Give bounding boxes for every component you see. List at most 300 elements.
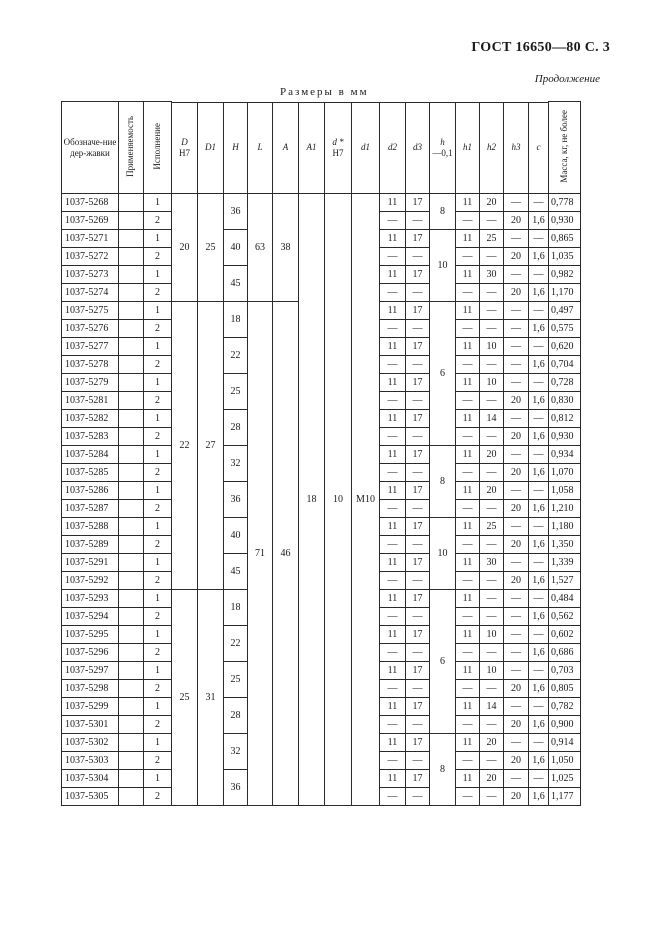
cell-code: 1037-5277 bbox=[62, 338, 119, 356]
cell-h1: 11 bbox=[456, 266, 480, 284]
header-code-label: Обозначе-ние дер-жавки bbox=[63, 136, 117, 158]
cell-mass: 1,339 bbox=[549, 554, 581, 572]
cell-a1: 18 bbox=[299, 194, 325, 806]
cell-variant: 1 bbox=[144, 698, 172, 716]
cell-h: 8 bbox=[430, 446, 456, 518]
cell-d3: — bbox=[406, 320, 430, 338]
cell-h2: 10 bbox=[480, 374, 504, 392]
cell-variant: 2 bbox=[144, 500, 172, 518]
cell-c: 1,6 bbox=[529, 248, 549, 266]
cell-h1: 11 bbox=[456, 482, 480, 500]
header-A bbox=[273, 102, 299, 194]
cell-use bbox=[119, 752, 144, 770]
cell-code: 1037-5285 bbox=[62, 464, 119, 482]
cell-h2: — bbox=[480, 680, 504, 698]
cell-d3: 17 bbox=[406, 194, 430, 212]
cell-mass: 0,805 bbox=[549, 680, 581, 698]
header-h-label: h bbox=[440, 136, 445, 147]
header-mass bbox=[549, 102, 581, 194]
cell-variant: 1 bbox=[144, 626, 172, 644]
cell-mass: 1,035 bbox=[549, 248, 581, 266]
header-A1 bbox=[299, 102, 325, 194]
cell-d3: — bbox=[406, 644, 430, 662]
cell-h: 40 bbox=[224, 518, 248, 554]
cell-d3: 17 bbox=[406, 734, 430, 752]
cell-mass: 0,778 bbox=[549, 194, 581, 212]
cell-h3: — bbox=[504, 446, 529, 464]
cell-d3: — bbox=[406, 680, 430, 698]
cell-variant: 2 bbox=[144, 464, 172, 482]
cell-d2: — bbox=[380, 212, 406, 230]
cell-h1: — bbox=[456, 284, 480, 302]
cell-use bbox=[119, 590, 144, 608]
cell-h1: — bbox=[456, 320, 480, 338]
cell-h1: — bbox=[456, 572, 480, 590]
cell-h3: 20 bbox=[504, 572, 529, 590]
cell-h1: — bbox=[456, 644, 480, 662]
cell-d2: 11 bbox=[380, 194, 406, 212]
cell-code: 1037-5278 bbox=[62, 356, 119, 374]
cell-use bbox=[119, 284, 144, 302]
cell-code: 1037-5289 bbox=[62, 536, 119, 554]
cell-h2: 20 bbox=[480, 734, 504, 752]
cell-h: 18 bbox=[224, 302, 248, 338]
cell-h2: — bbox=[480, 302, 504, 320]
cell-c: — bbox=[529, 482, 549, 500]
cell-h2: — bbox=[480, 788, 504, 806]
cell-d2: 11 bbox=[380, 266, 406, 284]
cell-c: 1,6 bbox=[529, 572, 549, 590]
cell-a: 38 bbox=[273, 194, 299, 302]
cell-h3: — bbox=[504, 338, 529, 356]
cell-d2: — bbox=[380, 680, 406, 698]
cell-h3: 20 bbox=[504, 716, 529, 734]
cell-d3: — bbox=[406, 788, 430, 806]
cell-use bbox=[119, 410, 144, 428]
cell-d3: — bbox=[406, 716, 430, 734]
cell-h: 45 bbox=[224, 266, 248, 302]
cell-variant: 1 bbox=[144, 266, 172, 284]
cell-h2: — bbox=[480, 248, 504, 266]
cell-h3: 20 bbox=[504, 464, 529, 482]
cell-h1: 11 bbox=[456, 194, 480, 212]
header-d3 bbox=[406, 102, 430, 194]
cell-use bbox=[119, 698, 144, 716]
cell-h2: 20 bbox=[480, 194, 504, 212]
cell-use bbox=[119, 482, 144, 500]
cell-h: 28 bbox=[224, 698, 248, 734]
cell-d2: — bbox=[380, 788, 406, 806]
cell-d3: — bbox=[406, 500, 430, 518]
cell-code: 1037-5284 bbox=[62, 446, 119, 464]
cell-h1: 11 bbox=[456, 374, 480, 392]
cell-use bbox=[119, 392, 144, 410]
cell-d3: — bbox=[406, 536, 430, 554]
cell-code: 1037-5297 bbox=[62, 662, 119, 680]
cell-d2: 11 bbox=[380, 374, 406, 392]
cell-h1: — bbox=[456, 248, 480, 266]
cell-code: 1037-5276 bbox=[62, 320, 119, 338]
cell-mass: 0,575 bbox=[549, 320, 581, 338]
cell-code: 1037-5302 bbox=[62, 734, 119, 752]
cell-h1: — bbox=[456, 464, 480, 482]
cell-variant: 2 bbox=[144, 608, 172, 626]
cell-h: 36 bbox=[224, 482, 248, 518]
cell-variant: 2 bbox=[144, 716, 172, 734]
cell-code: 1037-5291 bbox=[62, 554, 119, 572]
cell-h2: — bbox=[480, 392, 504, 410]
cell-variant: 2 bbox=[144, 284, 172, 302]
cell-variant: 2 bbox=[144, 320, 172, 338]
cell-h1: — bbox=[456, 788, 480, 806]
cell-mass: 1,070 bbox=[549, 464, 581, 482]
cell-c: — bbox=[529, 230, 549, 248]
cell-code: 1037-5295 bbox=[62, 626, 119, 644]
cell-h2: — bbox=[480, 590, 504, 608]
cell-d2: — bbox=[380, 248, 406, 266]
cell-d1: M10 bbox=[352, 194, 380, 806]
cell-h2: 30 bbox=[480, 266, 504, 284]
cell-h: 18 bbox=[224, 590, 248, 626]
cell-code: 1037-5282 bbox=[62, 410, 119, 428]
cell-use bbox=[119, 734, 144, 752]
header-c bbox=[529, 102, 549, 194]
cell-h1: 11 bbox=[456, 626, 480, 644]
cell-h1: — bbox=[456, 500, 480, 518]
cell-d2: 11 bbox=[380, 554, 406, 572]
cell-mass: 1,210 bbox=[549, 500, 581, 518]
cell-code: 1037-5294 bbox=[62, 608, 119, 626]
header-A1-label: A1 bbox=[306, 142, 317, 153]
cell-h2: 20 bbox=[480, 482, 504, 500]
cell-h1: — bbox=[456, 680, 480, 698]
cell-code: 1037-5293 bbox=[62, 590, 119, 608]
cell-d3: 17 bbox=[406, 230, 430, 248]
header-h1 bbox=[456, 102, 480, 194]
cell-h2: — bbox=[480, 212, 504, 230]
cell-c: — bbox=[529, 698, 549, 716]
cell-h3: — bbox=[504, 554, 529, 572]
cell-d3: — bbox=[406, 392, 430, 410]
cell-d2: — bbox=[380, 752, 406, 770]
header-h-tolerance: —0,1 bbox=[432, 147, 453, 158]
cell-h3: — bbox=[504, 698, 529, 716]
cell-code: 1037-5286 bbox=[62, 482, 119, 500]
cell-d3: 17 bbox=[406, 554, 430, 572]
cell-use bbox=[119, 500, 144, 518]
cell-c: 1,6 bbox=[529, 716, 549, 734]
cell-variant: 1 bbox=[144, 338, 172, 356]
cell-h1: — bbox=[456, 536, 480, 554]
cell-h2: — bbox=[480, 356, 504, 374]
header-d1-label: d1 bbox=[361, 142, 370, 153]
cell-code: 1037-5283 bbox=[62, 428, 119, 446]
cell-mass: 1,350 bbox=[549, 536, 581, 554]
cell-use bbox=[119, 716, 144, 734]
cell-code: 1037-5271 bbox=[62, 230, 119, 248]
cell-h3: — bbox=[504, 230, 529, 248]
cell-c: — bbox=[529, 626, 549, 644]
cell-h2: — bbox=[480, 320, 504, 338]
cell-h2: — bbox=[480, 752, 504, 770]
cell-h3: — bbox=[504, 374, 529, 392]
cell-h: 6 bbox=[430, 590, 456, 734]
cell-d2: — bbox=[380, 644, 406, 662]
cell-c: 1,6 bbox=[529, 644, 549, 662]
cell-code: 1037-5301 bbox=[62, 716, 119, 734]
cell-variant: 2 bbox=[144, 212, 172, 230]
cell-h1: 11 bbox=[456, 662, 480, 680]
cell-mass: 0,602 bbox=[549, 626, 581, 644]
cell-c: 1,6 bbox=[529, 320, 549, 338]
header-D-label: D bbox=[181, 136, 188, 147]
cell-h: 32 bbox=[224, 446, 248, 482]
cell-code: 1037-5268 bbox=[62, 194, 119, 212]
cell-code: 1037-5273 bbox=[62, 266, 119, 284]
cell-mass: 0,930 bbox=[549, 428, 581, 446]
cell-h3: 20 bbox=[504, 536, 529, 554]
cell-h: 25 bbox=[224, 662, 248, 698]
cell-d1: 25 bbox=[198, 194, 224, 302]
cell-mass: 0,914 bbox=[549, 734, 581, 752]
cell-variant: 1 bbox=[144, 230, 172, 248]
cell-a: 46 bbox=[273, 302, 299, 806]
cell-h3: 20 bbox=[504, 248, 529, 266]
cell-h: 40 bbox=[224, 230, 248, 266]
cell-h: 22 bbox=[224, 626, 248, 662]
cell-h1: — bbox=[456, 752, 480, 770]
cell-d: 10 bbox=[325, 194, 352, 806]
cell-h: 28 bbox=[224, 410, 248, 446]
cell-l: 71 bbox=[248, 302, 273, 806]
cell-c: — bbox=[529, 590, 549, 608]
cell-use bbox=[119, 626, 144, 644]
cell-h3: — bbox=[504, 608, 529, 626]
cell-d2: — bbox=[380, 572, 406, 590]
cell-h2: — bbox=[480, 284, 504, 302]
cell-h2: — bbox=[480, 428, 504, 446]
cell-c: — bbox=[529, 410, 549, 428]
cell-h2: — bbox=[480, 500, 504, 518]
cell-c: 1,6 bbox=[529, 536, 549, 554]
cell-use bbox=[119, 662, 144, 680]
cell-h3: — bbox=[504, 626, 529, 644]
cell-variant: 1 bbox=[144, 518, 172, 536]
cell-variant: 1 bbox=[144, 554, 172, 572]
cell-c: 1,6 bbox=[529, 428, 549, 446]
cell-c: 1,6 bbox=[529, 464, 549, 482]
cell-use bbox=[119, 194, 144, 212]
cell-h2: 25 bbox=[480, 230, 504, 248]
cell-use bbox=[119, 446, 144, 464]
cell-h: 6 bbox=[430, 302, 456, 446]
cell-code: 1037-5287 bbox=[62, 500, 119, 518]
cell-d2: 11 bbox=[380, 734, 406, 752]
cell-c: — bbox=[529, 266, 549, 284]
header-variant bbox=[144, 102, 172, 194]
header-D1-label: D1 bbox=[205, 142, 216, 153]
cell-h3: 20 bbox=[504, 680, 529, 698]
cell-d3: — bbox=[406, 608, 430, 626]
cell-d2: 11 bbox=[380, 698, 406, 716]
cell-d3: 17 bbox=[406, 662, 430, 680]
cell-h3: — bbox=[504, 482, 529, 500]
cell-h3: 20 bbox=[504, 752, 529, 770]
cell-h1: — bbox=[456, 716, 480, 734]
cell-code: 1037-5299 bbox=[62, 698, 119, 716]
cell-h1: 11 bbox=[456, 518, 480, 536]
header-A-label: A bbox=[282, 142, 289, 153]
cell-mass: 0,484 bbox=[549, 590, 581, 608]
cell-d3: 17 bbox=[406, 590, 430, 608]
cell-c: — bbox=[529, 446, 549, 464]
cell-variant: 2 bbox=[144, 356, 172, 374]
cell-h2: 20 bbox=[480, 446, 504, 464]
cell-d2: — bbox=[380, 356, 406, 374]
cell-code: 1037-5288 bbox=[62, 518, 119, 536]
cell-code: 1037-5275 bbox=[62, 302, 119, 320]
cell-code: 1037-5305 bbox=[62, 788, 119, 806]
cell-d2: 11 bbox=[380, 410, 406, 428]
header-D bbox=[172, 102, 198, 194]
cell-h2: — bbox=[480, 608, 504, 626]
cell-h1: 11 bbox=[456, 698, 480, 716]
cell-h2: — bbox=[480, 644, 504, 662]
dimensions-caption: Размеры в мм bbox=[280, 86, 369, 98]
cell-c: — bbox=[529, 734, 549, 752]
cell-use bbox=[119, 536, 144, 554]
cell-d2: — bbox=[380, 284, 406, 302]
cell-h3: — bbox=[504, 770, 529, 788]
cell-variant: 2 bbox=[144, 536, 172, 554]
cell-h2: 25 bbox=[480, 518, 504, 536]
cell-h3: — bbox=[504, 734, 529, 752]
header-d2-label: d2 bbox=[388, 142, 397, 153]
cell-d2: 11 bbox=[380, 482, 406, 500]
cell-mass: 0,620 bbox=[549, 338, 581, 356]
cell-c: 1,6 bbox=[529, 752, 549, 770]
cell-h3: — bbox=[504, 356, 529, 374]
cell-variant: 1 bbox=[144, 410, 172, 428]
cell-d2: 11 bbox=[380, 338, 406, 356]
cell-h3: — bbox=[504, 266, 529, 284]
header-h bbox=[430, 102, 456, 194]
cell-variant: 2 bbox=[144, 680, 172, 698]
cell-d2: — bbox=[380, 536, 406, 554]
cell-l: 63 bbox=[248, 194, 273, 302]
header-L-label: L bbox=[257, 142, 263, 153]
cell-c: — bbox=[529, 338, 549, 356]
cell-c: — bbox=[529, 518, 549, 536]
cell-c: — bbox=[529, 662, 549, 680]
cell-h3: — bbox=[504, 194, 529, 212]
cell-h3: 20 bbox=[504, 392, 529, 410]
cell-variant: 2 bbox=[144, 788, 172, 806]
cell-c: — bbox=[529, 302, 549, 320]
cell-d2: 11 bbox=[380, 590, 406, 608]
cell-h: 36 bbox=[224, 770, 248, 806]
cell-h: 8 bbox=[430, 194, 456, 230]
cell-d3: — bbox=[406, 356, 430, 374]
cell-use bbox=[119, 320, 144, 338]
header-h2-label: h2 bbox=[487, 142, 496, 153]
cell-use bbox=[119, 266, 144, 284]
cell-h1: 11 bbox=[456, 734, 480, 752]
cell-code: 1037-5272 bbox=[62, 248, 119, 266]
cell-variant: 2 bbox=[144, 572, 172, 590]
cell-use bbox=[119, 788, 144, 806]
header-d3-label: d3 bbox=[413, 142, 422, 153]
header-d-label: d * bbox=[332, 136, 344, 147]
cell-d3: — bbox=[406, 752, 430, 770]
cell-d2: — bbox=[380, 608, 406, 626]
cell-c: 1,6 bbox=[529, 356, 549, 374]
cell-h2: 14 bbox=[480, 410, 504, 428]
cell-mass: 0,686 bbox=[549, 644, 581, 662]
cell-code: 1037-5304 bbox=[62, 770, 119, 788]
cell-mass: 1,050 bbox=[549, 752, 581, 770]
cell-h1: — bbox=[456, 608, 480, 626]
header-H bbox=[224, 102, 248, 194]
cell-d2: 11 bbox=[380, 770, 406, 788]
cell-h3: — bbox=[504, 410, 529, 428]
cell-h: 10 bbox=[430, 518, 456, 590]
cell-d3: 17 bbox=[406, 410, 430, 428]
cell-c: — bbox=[529, 770, 549, 788]
cell-d2: 11 bbox=[380, 626, 406, 644]
cell-d1: 27 bbox=[198, 302, 224, 590]
cell-h3: — bbox=[504, 644, 529, 662]
cell-variant: 2 bbox=[144, 428, 172, 446]
cell-d2: 11 bbox=[380, 518, 406, 536]
cell-variant: 1 bbox=[144, 662, 172, 680]
cell-h: 45 bbox=[224, 554, 248, 590]
header-h3 bbox=[504, 102, 529, 194]
cell-use bbox=[119, 356, 144, 374]
table-row bbox=[62, 194, 581, 212]
cell-use bbox=[119, 230, 144, 248]
cell-d2: — bbox=[380, 320, 406, 338]
cell-d3: — bbox=[406, 572, 430, 590]
cell-h3: — bbox=[504, 662, 529, 680]
cell-code: 1037-5292 bbox=[62, 572, 119, 590]
cell-h1: 11 bbox=[456, 446, 480, 464]
cell-use bbox=[119, 554, 144, 572]
cell-d2: — bbox=[380, 464, 406, 482]
cell-d3: 17 bbox=[406, 698, 430, 716]
cell-use bbox=[119, 338, 144, 356]
cell-d3: 17 bbox=[406, 482, 430, 500]
cell-mass: 0,782 bbox=[549, 698, 581, 716]
header-D-tolerance: H7 bbox=[179, 147, 190, 158]
cell-h3: 20 bbox=[504, 212, 529, 230]
header-mass-label: Масса, кг, не более bbox=[558, 109, 569, 183]
cell-d3: — bbox=[406, 464, 430, 482]
header-d1 bbox=[352, 102, 380, 194]
cell-d2: 11 bbox=[380, 446, 406, 464]
cell-h2: 30 bbox=[480, 554, 504, 572]
cell-d: 22 bbox=[172, 302, 198, 590]
header-c-label: c bbox=[536, 142, 541, 153]
cell-c: 1,6 bbox=[529, 788, 549, 806]
cell-h: 22 bbox=[224, 338, 248, 374]
header-d2 bbox=[380, 102, 406, 194]
document-header: ГОСТ 16650—80 С. 3 bbox=[471, 40, 610, 55]
cell-use bbox=[119, 572, 144, 590]
cell-use bbox=[119, 374, 144, 392]
cell-c: 1,6 bbox=[529, 608, 549, 626]
cell-d: 20 bbox=[172, 194, 198, 302]
